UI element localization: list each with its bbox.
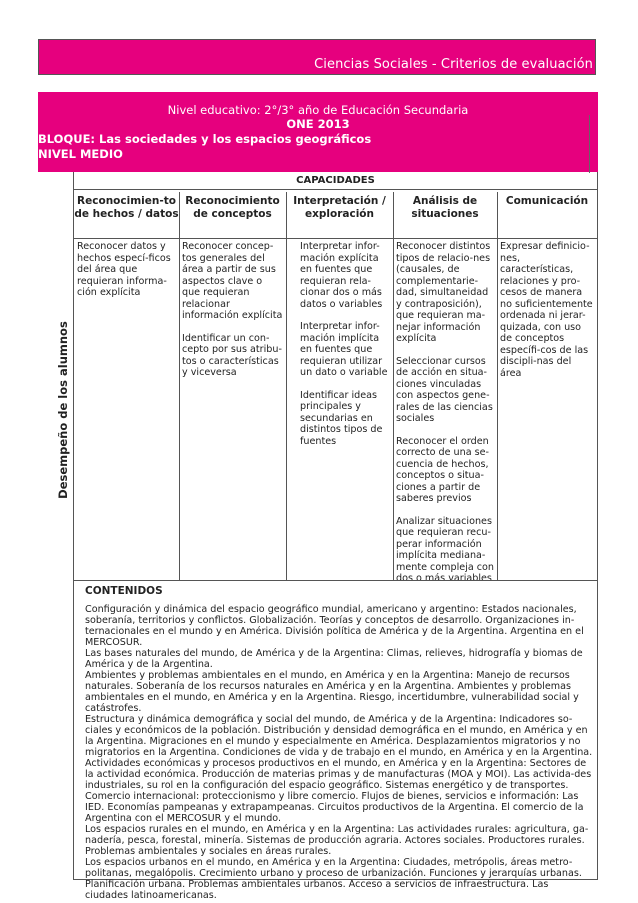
column-paragraph: Interpretar infor-mación implícita en fuentes que requieran utilizar un dato o variable bbox=[300, 321, 388, 378]
contenidos-paragraph: Las bases naturales del mundo, de América y de la Argentina: Climas, relieves, hidrografía y biomas de América y de la Argentina. bbox=[85, 648, 583, 670]
bloque-title: BLOQUE: Las sociedades y los espacios geográficos bbox=[38, 132, 372, 146]
contenidos-paragraph: Estructura y dinámica demográfica y social del mundo, de América y de la Argentina: Indicadores so-ciales y económicos de la población. Distribución y densidad demográfica en el mundo, en América y en la Argentina. Migraciones en el mundo y especialmente en América. Desplazamientos migratorios y no migratorios en la Argentina. Condiciones de vida y de trabajo en el mundo, en América y en la Argentina. bbox=[85, 714, 593, 758]
column-hechos bbox=[74, 192, 179, 580]
capacidades-title: CAPACIDADES bbox=[296, 175, 375, 186]
column-paragraph: Analizar situaciones que requieran recu-perar información implícita mediana-mente compleja con dos o más variables bbox=[396, 515, 495, 584]
contenidos-paragraph: Ambientes y problemas ambientales en el mundo, en América y en la Argentina: Manejo de recursos naturales. Soberanía de los recursos naturales en América y en la Argentina. Ambientes y problemas ambientales en el mundo, en América y en la Argentina. Riesgo, incertidumbre, vulnerabilidad social y catástrofes. bbox=[85, 670, 579, 714]
column-heading: Interpretación / exploración bbox=[286, 192, 393, 239]
page-title: Ciencias Sociales - Criterios de evaluación bbox=[314, 57, 593, 72]
level-line-1: Nivel educativo: 2°/3° año de Educación Secundaria bbox=[167, 103, 469, 117]
header-banner bbox=[38, 39, 596, 75]
column-body bbox=[77, 241, 176, 310]
column-heading: Reconocimien-to de hechos / datos bbox=[74, 192, 179, 239]
level-line-2: ONE 2013 bbox=[286, 117, 350, 131]
contenidos-paragraph: Actividades económicas y procesos productivos en el mundo, en América y en la Argentina: Sectores de la actividad económica. Producción de materias primas y de manufacturas (MOA y MOI). Las activida-des industriales, su rol en la configuración del espacio geográfico. Sistemas energético y de transportes. Comercio internacional: proteccionismo y libre comercio. Flujos de bienes, servicios e información: Las IED. Economías pampeanas y extrapampeanas. Circuitos productivos de la Argentina. El comercio de la Argentina con el MERCOSUR y el mundo. bbox=[85, 758, 592, 824]
column-heading: Comunicación bbox=[497, 192, 597, 239]
contenidos-body bbox=[85, 604, 593, 901]
column-interpretacion bbox=[286, 192, 393, 580]
column-comunicacion bbox=[497, 192, 597, 580]
column-analisis bbox=[393, 192, 497, 584]
column-paragraph: Seleccionar cursos de acción en situa-ciones vinculadas con aspectos gene-rales de las ciencias sociales bbox=[396, 355, 493, 424]
contenidos-section bbox=[73, 580, 598, 901]
column-paragraph: Identificar un con-cepto por sus atribu-tos o características y viceversa bbox=[182, 332, 282, 378]
column-heading: Análisis de situaciones bbox=[393, 192, 497, 239]
column-body bbox=[396, 241, 494, 596]
contenidos-paragraph: Los espacios rurales en el mundo, en América y en la Argentina: Las actividades rurales: agricultura, ga-nadería, pesca, forestal, minería. Sistemas de producción agraria. Actores sociales. Productores rurales. Problemas ambientales y sociales en áreas rurales. bbox=[85, 824, 589, 857]
side-label: Desempeño de los alumnos bbox=[56, 321, 70, 499]
column-paragraph: Reconocer datos y hechos especí-ficos del área que requieran informa-ción explícita bbox=[77, 241, 171, 298]
column-paragraph: Reconocer el orden correcto de una se-cuencia de hechos, conceptos o situa-ciones a partir de saberes previos bbox=[396, 435, 490, 504]
column-paragraph: Expresar definicio-nes, características, relaciones y pro-cesos de manera no suficientemente ordenada ni jerar-quizada, con uso de conceptos específi-cos de las discipli-nas del área bbox=[500, 241, 593, 379]
capacidades-divider bbox=[74, 189, 597, 190]
column-paragraph: Reconocer concep-tos generales del área a partir de sus aspectos clave o que requieran relacionar información explícita bbox=[182, 241, 283, 321]
column-body bbox=[300, 241, 390, 458]
contenidos-heading: CONTENIDOS bbox=[85, 585, 163, 597]
side-label-wrapper bbox=[52, 240, 74, 580]
band-edge-divider bbox=[589, 115, 599, 173]
capacidades-table bbox=[73, 172, 598, 584]
contenidos-paragraph: Los espacios urbanos en el mundo, en América y en la Argentina: Ciudades, metrópolis, áreas metro-politanas, megalópolis. Crecimiento urbano y proceso de urbanización. Funciones y jerarquías urbanas. Planificación urbana. Problemas ambientales urbanos. Acceso a servicios de infraestructura. Las ciudades latinoamericanas. bbox=[85, 857, 582, 901]
column-paragraph: Identificar ideas principales y secundarias en distintos tipos de fuentes bbox=[300, 389, 383, 447]
nivel-title: NIVEL MEDIO bbox=[38, 147, 123, 161]
column-body bbox=[182, 241, 283, 390]
column-paragraph: Interpretar infor-mación explícita en fuentes que requieran rela-cionar dos o más datos o variables bbox=[300, 241, 383, 310]
column-conceptos bbox=[179, 192, 286, 580]
column-heading: Reconocimiento de conceptos bbox=[179, 192, 286, 239]
column-body bbox=[500, 241, 594, 390]
column-paragraph: Reconocer distintos tipos de relacio-nes (causales, de complementarie-dad, simultaneidad y contraposición), que requieran ma-nejar información explícita bbox=[396, 241, 491, 344]
level-banner bbox=[38, 92, 598, 172]
contenidos-paragraph: Configuración y dinámica del espacio geográfico mundial, americano y argentino: Estados nacionales, soberanía, territorios y conflictos. Globalización. Teorías y conceptos de desarrollo. Organizaciones in-ternacionales en el mundo y en América. División política de América y de la Argentina. Argentina en el MERCOSUR. bbox=[85, 604, 584, 648]
